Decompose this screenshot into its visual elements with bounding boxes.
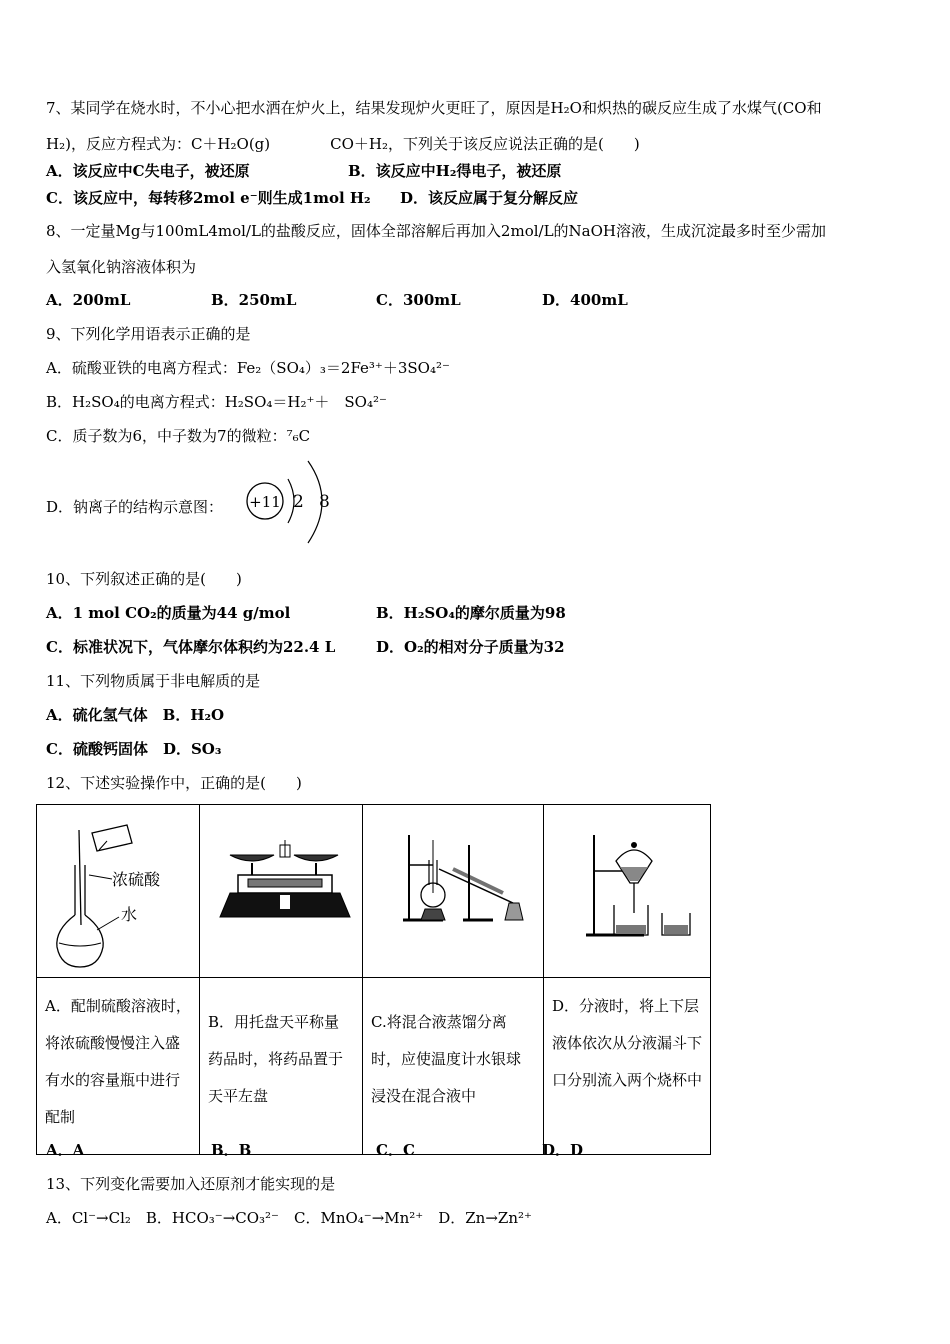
distillation-apparatus-diagram [363, 805, 543, 977]
image-cell-d [544, 805, 711, 978]
q9-option-a: A．硫酸亚铁的电离方程式：Fe₂（SO₄）₃＝2Fe³⁺＋3SO₄²⁻ [46, 359, 450, 377]
q8-stem-line1: 8、一定量Mg与100mL4mol/L的盐酸反应，固体全部溶解后再加入2mol/L的NaOH溶液，生成沉淀最多时至少需加 [46, 222, 826, 240]
label-concentrated-sulfuric-acid: 浓硫酸 [112, 872, 161, 889]
q8-option-a: A．200mL [46, 291, 131, 309]
q8-stem-line2: 入氢氧化钠溶液体积为 [46, 258, 197, 276]
q12-option-c: C．C [376, 1141, 415, 1159]
q7-option-b: B．该反应中H₂得电子，被还原 [348, 162, 562, 180]
q12-option-d: D．D [542, 1141, 584, 1159]
q8-option-c: C．300mL [376, 291, 461, 309]
image-cell-c [363, 805, 544, 978]
q7-option-a: A．该反应中C失电子，被还原 [46, 162, 250, 180]
q12-option-a: A．A [46, 1141, 85, 1159]
image-cell-b [200, 805, 363, 978]
q10-option-b: B．H₂SO₄的摩尔质量为98 [376, 604, 566, 622]
q7-stem-line2: H₂)，反应方程式为：C＋H₂O(g) CO＋H₂，下列关于该反应说法正确的是( ) [46, 135, 640, 153]
q13-options: A．Cl⁻→Cl₂ B．HCO₃⁻→CO₃²⁻ C．MnO₄⁻→Mn²⁺ D．Zn→Zn²⁺ [46, 1209, 532, 1227]
sodium-ion-structure-diagram [240, 455, 340, 550]
cell-c-text: C.将混合液蒸馏分离时，应使温度计水银球浸没在混合液中 [371, 1013, 522, 1105]
q10-stem: 10、下列叙述正确的是( ) [46, 570, 242, 588]
q12-stem: 12、下述实验操作中，正确的是( ) [46, 774, 302, 792]
q12-option-b: B．B [211, 1141, 252, 1159]
q10-option-c: C．标准状况下，气体摩尔体积约为22.4 L [46, 638, 336, 656]
text-cell-d [544, 978, 711, 1155]
text-cell-a [37, 978, 200, 1155]
balance-diagram [200, 805, 362, 977]
shell2-electrons: 8 [319, 492, 330, 512]
q7-option-d: D．该反应属于复分解反应 [400, 189, 579, 207]
cell-d-text: D．分液时，将上下层液体依次从分液漏斗下口分别流入两个烧杯中 [552, 997, 703, 1089]
separatory-funnel-diagram [544, 805, 710, 977]
q9-option-d: D．钠离子的结构示意图： [46, 498, 224, 516]
text-cell-b [200, 978, 363, 1155]
cell-b-text: B．用托盘天平称量药品时，将药品置于天平左盘 [208, 1013, 344, 1105]
image-cell-a [37, 805, 200, 978]
q10-option-d: D．O₂的相对分子质量为32 [376, 638, 565, 656]
text-cell-c [363, 978, 544, 1155]
q11-options-row2: C．硫酸钙固体 D．SO₃ [46, 740, 222, 758]
q11-stem: 11、下列物质属于非电解质的是 [46, 672, 261, 690]
q13-stem: 13、下列变化需要加入还原剂才能实现的是 [46, 1175, 336, 1193]
q8-option-d: D．400mL [542, 291, 628, 309]
q7-option-c: C．该反应中，每转移2mol e⁻则生成1mol H₂ [46, 189, 371, 207]
q9-option-c: C．质子数为6，中子数为7的微粒：⁷₆C [46, 427, 311, 445]
q9-option-b: B．H₂SO₄的电离方程式：H₂SO₄＝H₂⁺＋ SO₄²⁻ [46, 393, 387, 411]
nucleus-charge: +11 [249, 493, 281, 511]
q8-option-b: B．250mL [211, 291, 297, 309]
q10-option-a: A．1 mol CO₂的质量为44 g/mol [46, 604, 291, 622]
volumetric-flask-diagram [37, 805, 199, 977]
experiment-table [36, 804, 711, 1155]
cell-a-text: A．配制硫酸溶液时，将浓硫酸慢慢注入盛有水的容量瓶中进行配制 [45, 997, 191, 1126]
shell1-electrons: 2 [293, 492, 304, 512]
q7-stem-line1: 7、某同学在烧水时，不小心把水洒在炉火上，结果发现炉火更旺了，原因是H₂O和炽热的碳反应生成了水煤气(CO和 [46, 99, 822, 117]
label-water: 水 [121, 907, 138, 924]
q9-stem: 9、下列化学用语表示正确的是 [46, 325, 251, 343]
q11-options-row1: A．硫化氢气体 B．H₂O [46, 706, 225, 724]
